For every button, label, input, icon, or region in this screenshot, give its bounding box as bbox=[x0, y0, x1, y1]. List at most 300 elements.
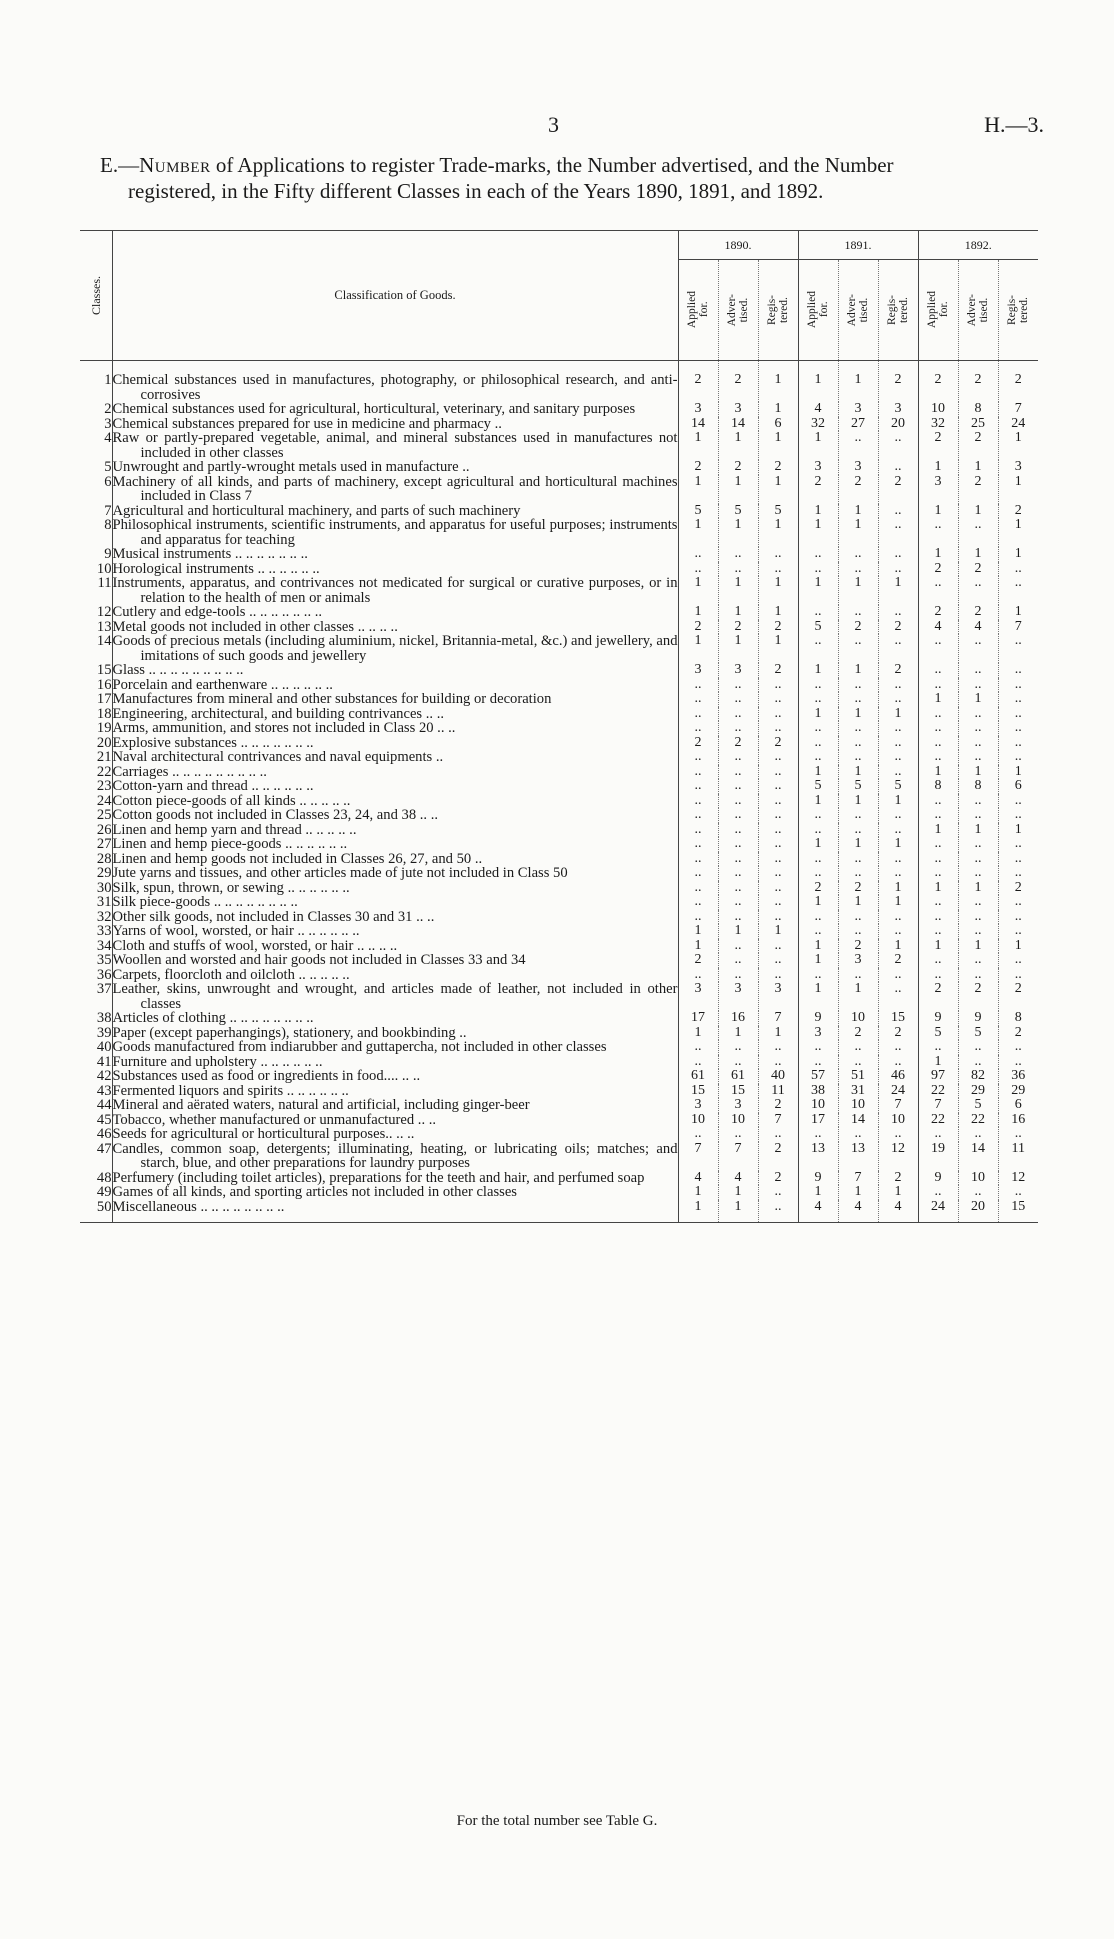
document-reference: H.—3. bbox=[984, 112, 1044, 137]
class-description-text: Linen and hemp yarn and thread .. .. .. .. .. bbox=[112, 821, 357, 838]
cell-advertised-1890: .. bbox=[718, 852, 758, 867]
class-description-text: Yarns of wool, worsted, or hair .. .. .. .. .. .. bbox=[112, 923, 360, 939]
cell-advertised-1892: .. bbox=[958, 852, 998, 867]
table-row bbox=[80, 866, 1038, 881]
cell-registered-1891: 2 bbox=[878, 361, 918, 403]
cell-applied-1890: .. bbox=[678, 823, 718, 838]
cell-applied-1892: .. bbox=[918, 852, 958, 867]
class-number: 47 bbox=[80, 1142, 112, 1171]
cell-registered-1891: 2 bbox=[878, 1026, 918, 1041]
class-description bbox=[112, 1142, 678, 1171]
cell-advertised-1890: .. bbox=[718, 562, 758, 577]
cell-registered-1890: .. bbox=[758, 794, 798, 809]
cell-registered-1890: .. bbox=[758, 939, 798, 954]
cell-registered-1890: .. bbox=[758, 1185, 798, 1200]
table-row bbox=[80, 968, 1038, 983]
title-rest: of Applications to register Trade-marks, the Number advertised, and the Number bbox=[210, 153, 894, 177]
cell-registered-1891: 15 bbox=[878, 1011, 918, 1026]
cell-applied-1890: 1 bbox=[678, 518, 718, 547]
class-description bbox=[112, 808, 678, 823]
cell-registered-1890: .. bbox=[758, 1200, 798, 1223]
cell-registered-1890: .. bbox=[758, 968, 798, 983]
cell-advertised-1892: .. bbox=[958, 663, 998, 678]
cell-registered-1891: 2 bbox=[878, 953, 918, 968]
cell-registered-1890: 1 bbox=[758, 924, 798, 939]
class-description-text: Perfumery (including toilet articles), preparations for the teeth and hair, and perfumed soap bbox=[112, 1169, 645, 1186]
cell-advertised-1890: .. bbox=[718, 707, 758, 722]
cell-registered-1891: .. bbox=[878, 924, 918, 939]
cell-registered-1890: 1 bbox=[758, 605, 798, 620]
class-description-text: Engineering, architectural, and building contrivances .. .. bbox=[112, 705, 444, 722]
cell-advertised-1890: .. bbox=[718, 968, 758, 983]
cell-applied-1892: 1 bbox=[918, 823, 958, 838]
cell-applied-1891: 1 bbox=[798, 431, 838, 460]
cell-applied-1892: 32 bbox=[918, 417, 958, 432]
class-number: 10 bbox=[80, 562, 112, 577]
class-description-text: Carriages .. .. .. .. .. .. .. .. .. bbox=[112, 763, 267, 780]
class-number: 17 bbox=[80, 692, 112, 707]
cell-advertised-1892: .. bbox=[958, 518, 998, 547]
class-description-text: Cotton-yarn and thread .. .. .. .. .. .. bbox=[112, 778, 314, 794]
cell-advertised-1890: 3 bbox=[718, 402, 758, 417]
cell-advertised-1891: .. bbox=[838, 1055, 878, 1070]
cell-advertised-1891: .. bbox=[838, 605, 878, 620]
class-number: 36 bbox=[80, 968, 112, 983]
cell-registered-1892: 2 bbox=[1014, 1024, 1022, 1040]
class-number: 40 bbox=[80, 1040, 112, 1055]
cell-registered-1891: .. bbox=[878, 562, 918, 577]
cell-applied-1891: 1 bbox=[798, 837, 838, 852]
header-applied-1892: Applied for. bbox=[926, 291, 951, 329]
class-description bbox=[112, 361, 678, 403]
cell-advertised-1891: 1 bbox=[838, 576, 878, 605]
header-applied-1891: Applied for. bbox=[806, 291, 831, 329]
cell-advertised-1891: 1 bbox=[838, 895, 878, 910]
class-description bbox=[112, 924, 678, 939]
cell-registered-1890: .. bbox=[758, 765, 798, 780]
cell-advertised-1891: .. bbox=[838, 678, 878, 693]
cell-applied-1891: 3 bbox=[798, 460, 838, 475]
cell-advertised-1891: .. bbox=[838, 692, 878, 707]
cell-advertised-1892: .. bbox=[958, 794, 998, 809]
cell-applied-1891: 1 bbox=[798, 953, 838, 968]
cell-advertised-1891: .. bbox=[838, 968, 878, 983]
class-number: 15 bbox=[80, 663, 112, 678]
cell-registered-1892: .. bbox=[1014, 691, 1022, 706]
cell-applied-1892: .. bbox=[918, 837, 958, 852]
class-number: 19 bbox=[80, 721, 112, 736]
cell-registered-1891: 1 bbox=[878, 837, 918, 852]
cell-applied-1892: 9 bbox=[918, 1011, 958, 1026]
cell-advertised-1890: 1 bbox=[718, 475, 758, 504]
cell-registered-1891: 2 bbox=[878, 620, 918, 635]
cell-advertised-1891: 5 bbox=[838, 779, 878, 794]
cell-advertised-1892: .. bbox=[958, 1127, 998, 1142]
cell-applied-1890: 14 bbox=[678, 417, 718, 432]
cell-registered-1892: 1 bbox=[1014, 604, 1022, 619]
cell-advertised-1890: .. bbox=[718, 721, 758, 736]
cell-advertised-1890: 1 bbox=[718, 605, 758, 620]
table-row bbox=[80, 431, 1038, 460]
table-row bbox=[80, 576, 1038, 605]
cell-advertised-1890: 3 bbox=[718, 1098, 758, 1113]
cell-registered-1890: 7 bbox=[758, 1113, 798, 1128]
cell-registered-1892: .. bbox=[1014, 662, 1022, 677]
table-row bbox=[80, 765, 1038, 780]
class-description-text: Seeds for agricultural or horticultural purposes.. .. .. bbox=[112, 1126, 415, 1142]
class-number: 29 bbox=[80, 866, 112, 881]
class-description bbox=[112, 881, 678, 896]
cell-registered-1890: .. bbox=[758, 707, 798, 722]
table-row bbox=[80, 1098, 1038, 1113]
class-number: 11 bbox=[80, 576, 112, 605]
cell-applied-1891: 1 bbox=[798, 895, 838, 910]
cell-applied-1892: 22 bbox=[918, 1113, 958, 1128]
class-description bbox=[112, 939, 678, 954]
class-description bbox=[112, 953, 678, 968]
cell-applied-1892: .. bbox=[918, 518, 958, 547]
cell-advertised-1892: 2 bbox=[958, 605, 998, 620]
class-description bbox=[112, 1200, 678, 1223]
class-description bbox=[112, 678, 678, 693]
class-description-text: Glass .. .. .. .. .. .. .. .. .. bbox=[112, 662, 244, 678]
cell-advertised-1892: .. bbox=[958, 707, 998, 722]
cell-advertised-1891: .. bbox=[838, 823, 878, 838]
cell-applied-1892: .. bbox=[918, 953, 958, 968]
class-number: 42 bbox=[80, 1069, 112, 1084]
class-description-text: Machinery of all kinds, and parts of machinery, except agricultural and horticultural machines included in Class 7 bbox=[112, 473, 678, 504]
cell-advertised-1892: 4 bbox=[958, 620, 998, 635]
cell-advertised-1890: .. bbox=[718, 881, 758, 896]
cell-applied-1891: .. bbox=[798, 808, 838, 823]
cell-advertised-1891: 13 bbox=[838, 1142, 878, 1171]
cell-applied-1892: .. bbox=[918, 663, 958, 678]
cell-applied-1892: 10 bbox=[918, 402, 958, 417]
cell-registered-1890: .. bbox=[758, 779, 798, 794]
class-description-text: Cotton piece-goods of all kinds .. .. .. .. .. bbox=[112, 792, 351, 809]
table-row bbox=[80, 1142, 1038, 1171]
cell-advertised-1891: .. bbox=[838, 852, 878, 867]
cell-applied-1892: .. bbox=[918, 736, 958, 751]
cell-applied-1892: .. bbox=[918, 968, 958, 983]
cell-applied-1891: 38 bbox=[798, 1084, 838, 1099]
cell-registered-1892: 7 bbox=[1014, 401, 1022, 416]
cell-applied-1891: 9 bbox=[798, 1011, 838, 1026]
cell-registered-1891: 12 bbox=[878, 1142, 918, 1171]
cell-advertised-1892: 1 bbox=[958, 692, 998, 707]
cell-registered-1892: 11 bbox=[1011, 1140, 1026, 1156]
class-number: 46 bbox=[80, 1127, 112, 1142]
table-row bbox=[80, 417, 1038, 432]
cell-advertised-1890: 5 bbox=[718, 504, 758, 519]
cell-advertised-1892: .. bbox=[958, 837, 998, 852]
header-registered-1891: Regis- tered. bbox=[886, 294, 911, 326]
cell-registered-1892: 2 bbox=[1014, 502, 1022, 518]
cell-applied-1891: 4 bbox=[798, 1200, 838, 1223]
cell-registered-1892: 24 bbox=[1011, 415, 1026, 431]
table-row bbox=[80, 634, 1038, 663]
cell-registered-1891: .. bbox=[878, 547, 918, 562]
cell-advertised-1892: .. bbox=[958, 953, 998, 968]
cell-registered-1891: .. bbox=[878, 750, 918, 765]
cell-advertised-1892: 29 bbox=[958, 1084, 998, 1099]
cell-registered-1890: 2 bbox=[758, 1171, 798, 1186]
cell-applied-1891: 1 bbox=[798, 707, 838, 722]
cell-registered-1890: .. bbox=[758, 910, 798, 925]
cell-registered-1892: 2 bbox=[1014, 981, 1022, 996]
header-advertised-1891: Adver- tised. bbox=[846, 293, 871, 327]
cell-applied-1892: .. bbox=[918, 895, 958, 910]
cell-applied-1890: .. bbox=[678, 678, 718, 693]
title-line-2: registered, in the Fifty different Classes in each of the Years 1890, 1891, and 1892. bbox=[128, 179, 824, 203]
cell-advertised-1890: .. bbox=[718, 1055, 758, 1070]
cell-advertised-1890: 2 bbox=[718, 620, 758, 635]
cell-applied-1891: 5 bbox=[798, 779, 838, 794]
cell-registered-1890: 6 bbox=[758, 417, 798, 432]
class-number: 3 bbox=[80, 417, 112, 432]
cell-registered-1892: .. bbox=[1014, 676, 1022, 692]
class-description bbox=[112, 1113, 678, 1128]
cell-registered-1892: .. bbox=[1014, 966, 1022, 982]
cell-applied-1891: 2 bbox=[798, 881, 838, 896]
cell-advertised-1890: .. bbox=[718, 765, 758, 780]
cell-applied-1891: 1 bbox=[798, 663, 838, 678]
cell-registered-1892: 1 bbox=[1014, 517, 1022, 532]
cell-registered-1891: .. bbox=[878, 605, 918, 620]
cell-registered-1891: 10 bbox=[878, 1113, 918, 1128]
cell-applied-1891: .. bbox=[798, 1040, 838, 1055]
cell-advertised-1891: 2 bbox=[838, 475, 878, 504]
cell-registered-1890: 1 bbox=[758, 576, 798, 605]
cell-applied-1890: .. bbox=[678, 1055, 718, 1070]
cell-advertised-1892: .. bbox=[958, 968, 998, 983]
cell-advertised-1891: 1 bbox=[838, 707, 878, 722]
header-classification: Classification of Goods. bbox=[112, 231, 678, 361]
cell-applied-1891: 2 bbox=[798, 475, 838, 504]
header-classes bbox=[80, 231, 112, 361]
class-description-text: Chemical substances used in manufactures, photography, or philosophical research, and anti-corrosives bbox=[112, 372, 678, 403]
cell-applied-1892: 2 bbox=[918, 982, 958, 1011]
table-row bbox=[80, 808, 1038, 823]
cell-registered-1890: .. bbox=[758, 692, 798, 707]
class-description bbox=[112, 402, 678, 417]
cell-advertised-1891: 27 bbox=[838, 417, 878, 432]
cell-advertised-1890: .. bbox=[718, 750, 758, 765]
cell-registered-1892: .. bbox=[1014, 1053, 1022, 1069]
table-row bbox=[80, 1185, 1038, 1200]
cell-advertised-1892: .. bbox=[958, 678, 998, 693]
table-row bbox=[80, 1113, 1038, 1128]
cell-registered-1891: 7 bbox=[878, 1098, 918, 1113]
cell-advertised-1891: 4 bbox=[838, 1200, 878, 1223]
cell-registered-1891: 1 bbox=[878, 939, 918, 954]
cell-applied-1890: 2 bbox=[678, 736, 718, 751]
cell-advertised-1890: 3 bbox=[718, 663, 758, 678]
cell-registered-1891: .. bbox=[878, 504, 918, 519]
cell-applied-1892: 22 bbox=[918, 1084, 958, 1099]
cell-advertised-1891: 14 bbox=[838, 1113, 878, 1128]
class-number: 16 bbox=[80, 678, 112, 693]
cell-registered-1892: 36 bbox=[1011, 1068, 1026, 1083]
cell-registered-1891: .. bbox=[878, 721, 918, 736]
table-row bbox=[80, 982, 1038, 1011]
cell-registered-1891: 4 bbox=[878, 1200, 918, 1223]
cell-registered-1891: .. bbox=[878, 1040, 918, 1055]
cell-advertised-1890: .. bbox=[718, 1127, 758, 1142]
cell-advertised-1890: .. bbox=[718, 823, 758, 838]
class-description-text: Musical instruments .. .. .. .. .. .. .. bbox=[112, 546, 308, 562]
table-row bbox=[80, 1069, 1038, 1084]
cell-applied-1892: 19 bbox=[918, 1142, 958, 1171]
class-number: 20 bbox=[80, 736, 112, 751]
cell-applied-1890: .. bbox=[678, 547, 718, 562]
class-description bbox=[112, 1098, 678, 1113]
cell-registered-1891: .. bbox=[878, 823, 918, 838]
cell-advertised-1892: 2 bbox=[958, 361, 998, 403]
cell-advertised-1890: 15 bbox=[718, 1084, 758, 1099]
cell-applied-1890: .. bbox=[678, 750, 718, 765]
cell-applied-1892: .. bbox=[918, 794, 958, 809]
class-number: 34 bbox=[80, 939, 112, 954]
cell-advertised-1891: 1 bbox=[838, 794, 878, 809]
class-description-text: Leather, skins, unwrought and wrought, and articles made of leather, not included in other classes bbox=[112, 981, 678, 1012]
cell-registered-1890: 2 bbox=[758, 620, 798, 635]
cell-registered-1891: 2 bbox=[878, 663, 918, 678]
cell-applied-1892: .. bbox=[918, 634, 958, 663]
cell-applied-1890: .. bbox=[678, 779, 718, 794]
cell-advertised-1891: .. bbox=[838, 1127, 878, 1142]
cell-advertised-1892: 2 bbox=[958, 475, 998, 504]
class-description bbox=[112, 562, 678, 577]
cell-advertised-1891: 10 bbox=[838, 1098, 878, 1113]
cell-applied-1891: .. bbox=[798, 736, 838, 751]
class-description bbox=[112, 417, 678, 432]
cell-registered-1890: 2 bbox=[758, 460, 798, 475]
cell-advertised-1892: 2 bbox=[958, 982, 998, 1011]
cell-applied-1890: .. bbox=[678, 866, 718, 881]
cell-applied-1892: 2 bbox=[918, 361, 958, 403]
cell-registered-1891: .. bbox=[878, 982, 918, 1011]
cell-registered-1890: 40 bbox=[758, 1069, 798, 1084]
cell-advertised-1891: 1 bbox=[838, 504, 878, 519]
table-row bbox=[80, 460, 1038, 475]
class-description bbox=[112, 1026, 678, 1041]
cell-advertised-1890: 1 bbox=[718, 1026, 758, 1041]
cell-registered-1892: 1 bbox=[1014, 430, 1022, 445]
cell-advertised-1892: 1 bbox=[958, 823, 998, 838]
cell-registered-1892: 15 bbox=[998, 1200, 1038, 1223]
cell-applied-1892: 1 bbox=[918, 460, 958, 475]
cell-applied-1891: 32 bbox=[798, 417, 838, 432]
table-row bbox=[80, 736, 1038, 751]
header-year-1891: 1891. bbox=[798, 231, 918, 260]
class-description-text: Tobacco, whether manufactured or unmanufactured .. .. bbox=[112, 1111, 437, 1128]
class-description-text: Furniture and upholstery .. .. .. .. .. .. bbox=[112, 1053, 323, 1070]
cell-advertised-1892: 1 bbox=[958, 881, 998, 896]
cell-applied-1890: 1 bbox=[678, 431, 718, 460]
cell-registered-1890: .. bbox=[758, 852, 798, 867]
cell-advertised-1891: 1 bbox=[838, 361, 878, 403]
cell-advertised-1892: 5 bbox=[958, 1026, 998, 1041]
cell-registered-1891: 5 bbox=[878, 779, 918, 794]
cell-advertised-1890: 1 bbox=[718, 431, 758, 460]
cell-registered-1892: 1 bbox=[1014, 821, 1022, 837]
cell-advertised-1890: .. bbox=[718, 692, 758, 707]
cell-registered-1890: 2 bbox=[758, 736, 798, 751]
class-description-text: Metal goods not included in other classes .. .. .. .. bbox=[112, 618, 398, 635]
cell-applied-1892: .. bbox=[918, 707, 958, 722]
table-row bbox=[80, 361, 1038, 403]
cell-advertised-1892: .. bbox=[958, 736, 998, 751]
cell-registered-1891: .. bbox=[878, 1127, 918, 1142]
table-row bbox=[80, 895, 1038, 910]
class-number: 30 bbox=[80, 881, 112, 896]
cell-applied-1890: 4 bbox=[678, 1171, 718, 1186]
header-classes-label: Classes. bbox=[88, 276, 103, 315]
cell-advertised-1891: 1 bbox=[838, 982, 878, 1011]
table-row bbox=[80, 750, 1038, 765]
class-number: 6 bbox=[80, 475, 112, 504]
cell-advertised-1892: .. bbox=[958, 808, 998, 823]
class-description bbox=[112, 518, 678, 547]
cell-applied-1890: .. bbox=[678, 692, 718, 707]
cell-advertised-1890: 7 bbox=[718, 1142, 758, 1171]
class-description bbox=[112, 895, 678, 910]
class-description bbox=[112, 721, 678, 736]
cell-registered-1890: .. bbox=[758, 823, 798, 838]
cell-advertised-1891: 3 bbox=[838, 460, 878, 475]
cell-registered-1892: 2 bbox=[1014, 372, 1022, 387]
class-description-text: Agricultural and horticultural machinery, and parts of such machinery bbox=[112, 502, 521, 519]
table-row bbox=[80, 953, 1038, 968]
cell-advertised-1892: 1 bbox=[958, 504, 998, 519]
cell-applied-1892: 3 bbox=[918, 475, 958, 504]
header-advertised-1892: Adver- tised. bbox=[966, 293, 991, 327]
class-description bbox=[112, 692, 678, 707]
cell-registered-1892: 7 bbox=[1014, 618, 1022, 634]
class-number: 13 bbox=[80, 620, 112, 635]
cell-registered-1892: 8 bbox=[1014, 1010, 1022, 1025]
cell-applied-1890: .. bbox=[678, 837, 718, 852]
cell-applied-1892: 5 bbox=[918, 1026, 958, 1041]
cell-advertised-1890: 1 bbox=[718, 634, 758, 663]
cell-advertised-1892: .. bbox=[958, 1185, 998, 1200]
class-number: 45 bbox=[80, 1113, 112, 1128]
cell-registered-1892: .. bbox=[1014, 560, 1022, 576]
cell-registered-1891: 1 bbox=[878, 707, 918, 722]
cell-applied-1892: 9 bbox=[918, 1171, 958, 1186]
cell-applied-1892: .. bbox=[918, 1185, 958, 1200]
cell-registered-1891: .. bbox=[878, 808, 918, 823]
header-applied-1890: Applied for. bbox=[686, 291, 710, 329]
cell-advertised-1890: .. bbox=[718, 866, 758, 881]
table-row bbox=[80, 678, 1038, 693]
cell-advertised-1892: 1 bbox=[958, 939, 998, 954]
cell-registered-1892: .. bbox=[1014, 1039, 1022, 1054]
cell-applied-1891: 1 bbox=[798, 1185, 838, 1200]
class-number: 23 bbox=[80, 779, 112, 794]
cell-registered-1891: 2 bbox=[878, 1171, 918, 1186]
cell-applied-1890: 3 bbox=[678, 402, 718, 417]
class-description-text: Games of all kinds, and sporting articles not included in other classes bbox=[112, 1184, 517, 1200]
cell-registered-1892: .. bbox=[1014, 749, 1022, 764]
cell-applied-1892: .. bbox=[918, 924, 958, 939]
cell-advertised-1890: .. bbox=[718, 794, 758, 809]
cell-advertised-1891: 2 bbox=[838, 939, 878, 954]
class-description-text: Unwrought and partly-wrought metals used in manufacture .. bbox=[112, 459, 470, 475]
cell-registered-1891: 1 bbox=[878, 794, 918, 809]
table-row bbox=[80, 402, 1038, 417]
